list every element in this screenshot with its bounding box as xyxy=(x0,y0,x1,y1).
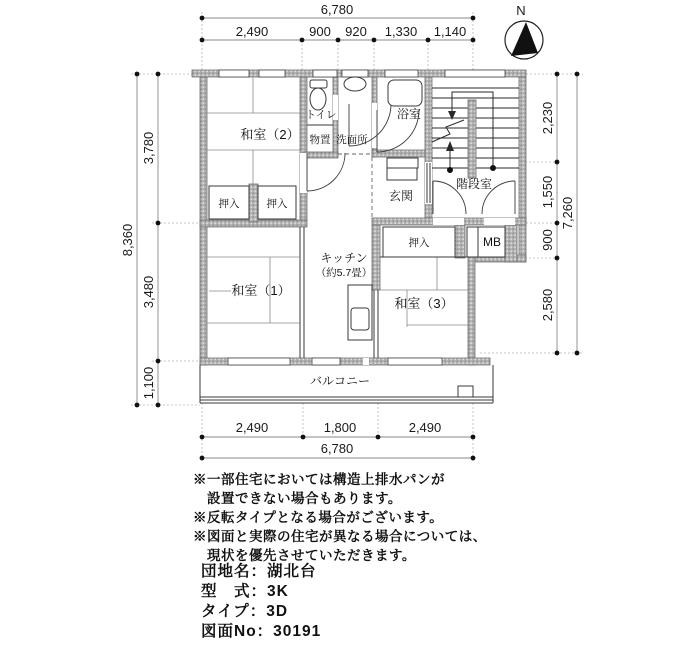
dimension-top xyxy=(200,2,476,42)
label-meter-box: MB xyxy=(483,235,501,249)
label-toilet: トイレ xyxy=(305,109,337,121)
dim-right-seg-1: 2,230 xyxy=(540,101,555,135)
dim-right-seg-4: 2,580 xyxy=(540,288,555,322)
dimension-left xyxy=(120,72,160,408)
label-balcony: バルコニー xyxy=(309,374,371,388)
bathtub-icon xyxy=(388,80,422,106)
label-entrance: 玄関 xyxy=(388,189,414,203)
dimension-bottom xyxy=(200,420,476,460)
dim-right-seg-3: 900 xyxy=(540,229,555,251)
info-model: 型 式：3K xyxy=(201,583,289,600)
balcony-partition xyxy=(458,386,473,397)
label-washitsu2: 和室（2） xyxy=(240,127,300,142)
washbasin-icon xyxy=(344,77,366,91)
compass xyxy=(505,3,543,59)
info-type: タイプ：3D xyxy=(201,603,289,620)
dim-bottom-seg-2: 1,800 xyxy=(323,420,357,435)
dim-left-total: 8,360 xyxy=(120,223,135,257)
label-closet-b: 押入 xyxy=(266,198,288,210)
label-closet-a: 押入 xyxy=(218,198,240,210)
note-line-5: 現状を優先させていただきます。 xyxy=(207,548,416,563)
label-kitchen-name: キッチン xyxy=(320,251,368,265)
note-line-4: ※図面と実際の住宅が異なる場合については、 xyxy=(193,529,487,544)
kitchen-sink-icon xyxy=(351,308,369,330)
dim-left-seg-1: 3,780 xyxy=(141,131,156,165)
dim-top-seg-4: 1,330 xyxy=(384,24,418,39)
label-washroom: 洗面所 xyxy=(336,134,368,146)
dim-top-seg-2: 900 xyxy=(309,24,331,39)
label-bath: 浴室 xyxy=(396,107,422,121)
dim-top-total: 6,780 xyxy=(320,2,354,17)
dim-right-seg-2: 1,550 xyxy=(540,175,555,209)
dim-bottom-seg-1: 2,490 xyxy=(235,420,269,435)
label-storage: 物置 xyxy=(309,134,331,146)
dim-left-seg-3: 1,100 xyxy=(141,366,156,400)
dim-top-seg-1: 2,490 xyxy=(235,24,269,39)
toilet-bowl-icon xyxy=(310,88,326,110)
stairwell-drawing xyxy=(432,88,519,178)
label-kitchen-size: （約5.7畳） xyxy=(315,267,373,279)
label-closet-c: 押入 xyxy=(408,237,430,249)
dim-bottom-seg-3: 2,490 xyxy=(408,420,442,435)
info-estate-name: 団地名：湖北台 xyxy=(201,563,317,580)
property-info-block xyxy=(201,562,321,642)
label-stairwell: 階段室 xyxy=(455,177,493,191)
dim-left-seg-2: 3,480 xyxy=(141,275,156,309)
note-line-3: ※反転タイプとなる場合がございます。 xyxy=(193,510,444,525)
dim-right-total: 7,260 xyxy=(560,196,575,230)
dimension-right xyxy=(540,72,579,356)
note-line-1: ※一部住宅においては構造上排水パンが xyxy=(193,472,445,487)
dim-top-seg-5: 1,140 xyxy=(433,24,467,39)
toilet-tank-icon xyxy=(310,80,327,88)
label-washitsu1: 和室（1） xyxy=(231,283,291,298)
label-washitsu3: 和室（3） xyxy=(394,296,454,311)
note-line-2: 設置できない場合もあります。 xyxy=(207,491,402,506)
notes-block xyxy=(193,470,487,565)
dim-top-seg-3: 920 xyxy=(345,24,367,39)
dashed-partitions xyxy=(338,154,372,218)
info-drawing-number: 図面No：30191 xyxy=(201,623,322,640)
dim-bottom-total: 6,780 xyxy=(320,441,354,456)
compass-north-label: N xyxy=(516,3,526,18)
